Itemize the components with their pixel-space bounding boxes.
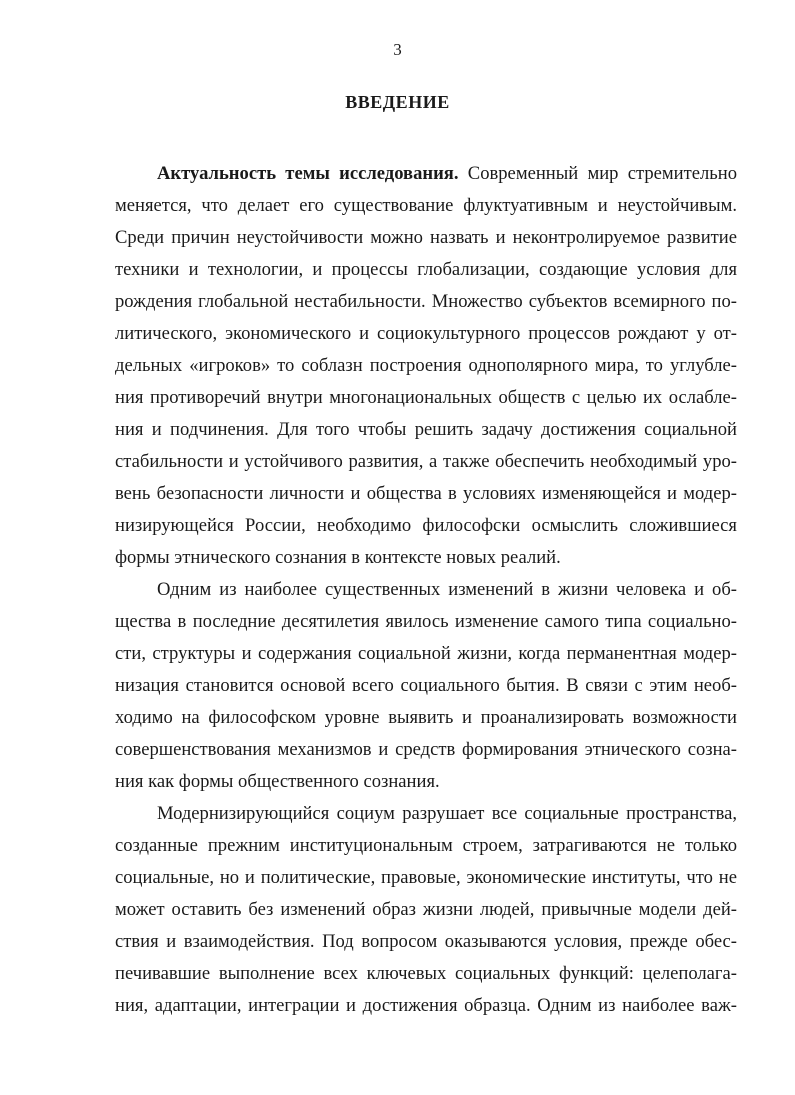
paragraph-3-line-3: социальные, но и политические, правовые, экономические институты, что не <box>115 867 737 888</box>
paragraph-3-line-1: Модернизирующийся социум разрушает все социальные пространства, <box>157 803 737 824</box>
line-text: Современный мир стремительно <box>458 163 737 184</box>
paragraph-1-line-10: стабильности и устойчивого развития, а также обеспечить необходимый уро- <box>115 451 737 472</box>
paragraph-2-line-5: ходимо на философском уровне выявить и проанализировать возможности <box>115 707 737 728</box>
paragraph-2-line-4: низация становится основой всего социального бытия. В связи с этим необ- <box>115 675 737 696</box>
paragraph-1-line-5: рождения глобальной нестабильности. Множество субъектов всемирного по- <box>115 291 737 312</box>
paragraph-3-line-4: может оставить без изменений образ жизни людей, привычные модели дей- <box>115 899 737 920</box>
paragraph-2-line-2: щества в последние десятилетия явилось изменение самого типа социально- <box>115 611 737 632</box>
paragraph-2-line-3: сти, структуры и содержания социальной жизни, когда перманентная модер- <box>115 643 737 664</box>
paragraph-2-line-6: совершенствования механизмов и средств формирования этнического созна- <box>115 739 737 760</box>
paragraph-1-line-6: литического, экономического и социокультурного процессов рождают у от- <box>115 323 737 344</box>
paragraph-1-line-13: формы этнического сознания в контексте новых реалий. <box>115 547 561 568</box>
paragraph-1-line-9: ния и подчинения. Для того чтобы решить задачу достижения социальной <box>115 419 737 440</box>
paragraph-3-line-6: печивавшие выполнение всех ключевых социальных функций: целеполага- <box>115 963 737 984</box>
paragraph-lead: Актуальность темы исследования. <box>157 163 459 184</box>
paragraph-3-line-7: ния, адаптации, интеграции и достижения образца. Одним из наиболее важ- <box>115 995 737 1016</box>
page-number: 3 <box>393 40 402 59</box>
paragraph-3-line-2: созданные прежним институциональным строем, затрагиваются не только <box>115 835 737 856</box>
paragraph-1-line-2: меняется, что делает его существование флуктуативным и неустойчивым. <box>115 195 737 216</box>
paragraph-1-line-4: техники и технологии, и процессы глобализации, создающие условия для <box>115 259 737 280</box>
paragraph-1-line-1 <box>157 162 737 186</box>
paragraph-1-line-7: дельных «игроков» то соблазн построения однополярного мира, то углубле- <box>115 355 737 376</box>
paragraph-1-line-11: вень безопасности личности и общества в условиях изменяющейся и модер- <box>115 483 737 504</box>
paragraph-3-line-5: ствия и взаимодействия. Под вопросом оказываются условия, прежде обес- <box>115 931 737 952</box>
paragraph-2-line-7: ния как формы общественного сознания. <box>115 771 440 792</box>
paragraph-1-line-3: Среди причин неустойчивости можно назвать и неконтролируемое развитие <box>115 227 737 248</box>
paragraph-1-line-8: ния противоречий внутри многонациональных обществ с целью их ослабле- <box>115 387 737 408</box>
paragraph-1-line-12: низирующейся России, необходимо философски осмыслить сложившиеся <box>115 515 737 536</box>
paragraph-2-line-1: Одним из наиболее существенных изменений в жизни человека и об- <box>157 579 737 600</box>
section-heading: ВВЕДЕНИЕ <box>345 92 450 112</box>
